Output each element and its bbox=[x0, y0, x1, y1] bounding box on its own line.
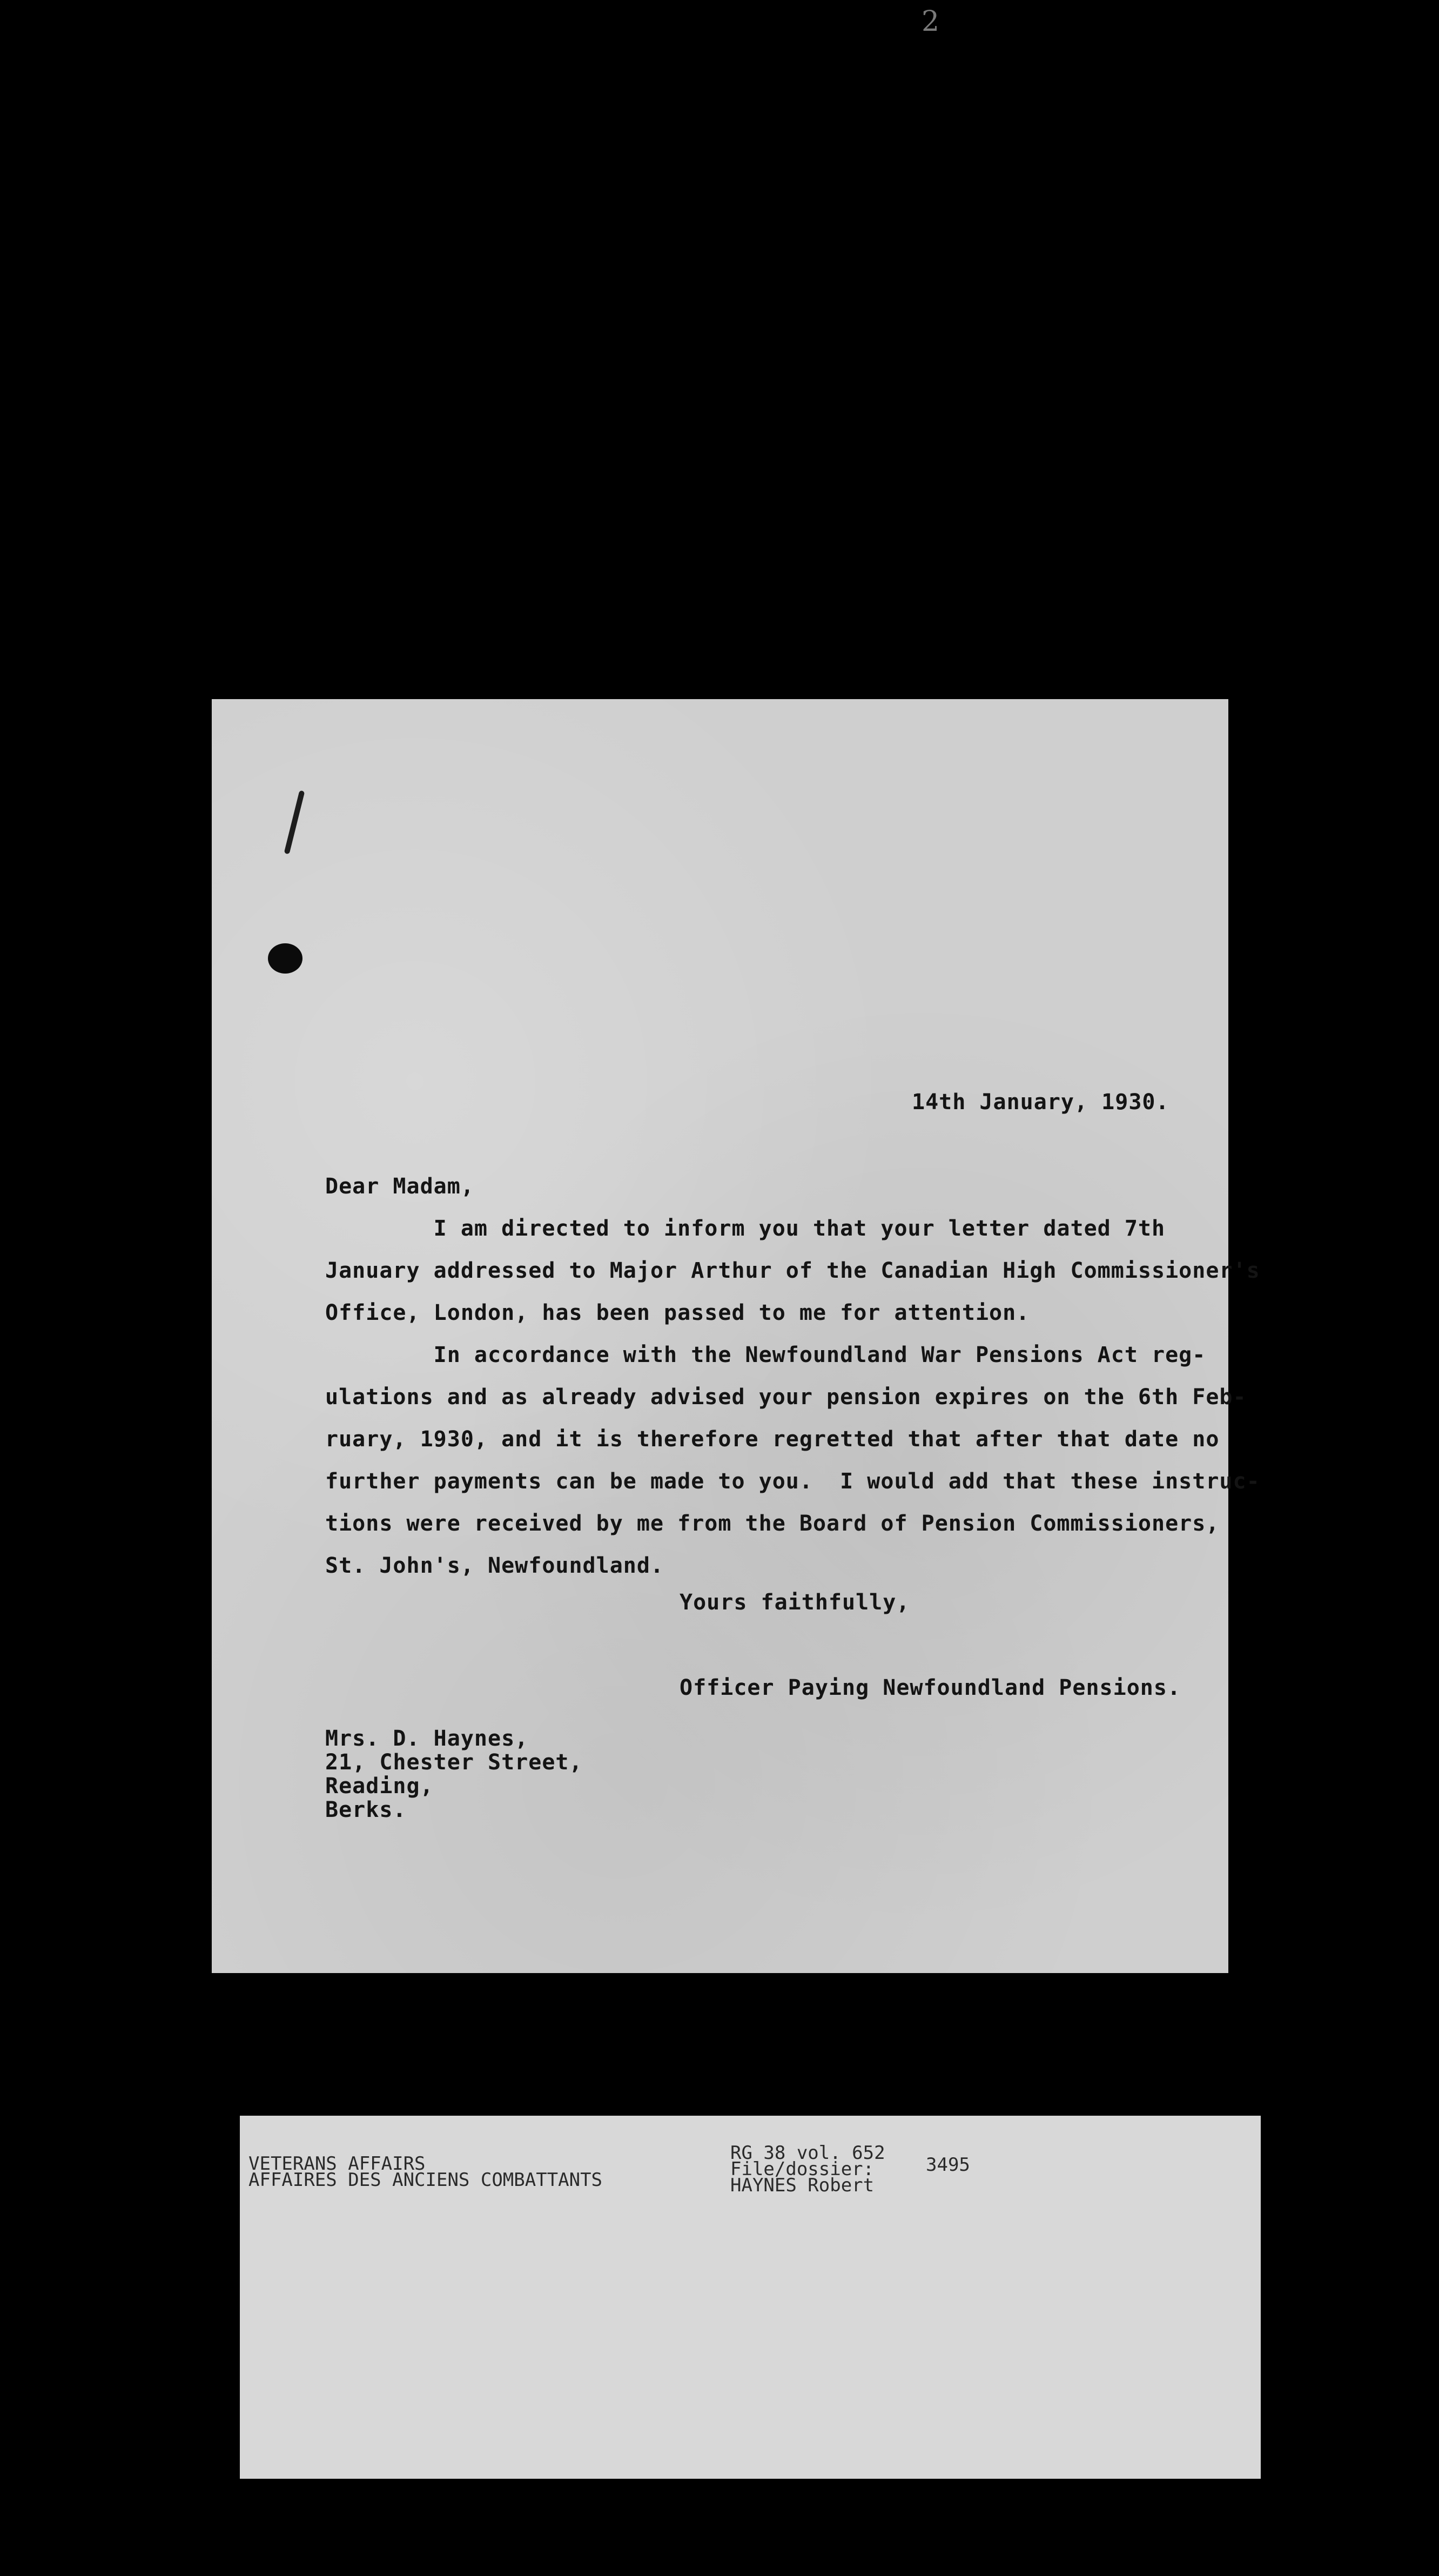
salutation: Dear Madam, bbox=[325, 1174, 474, 1199]
file-number: 3495 bbox=[926, 2154, 970, 2176]
body-line: tions were received by me from the Board of Pension Commissioners, bbox=[325, 1511, 1220, 1536]
closing: Yours faithfully, bbox=[680, 1590, 910, 1615]
signature-line: Officer Paying Newfoundland Pensions. bbox=[680, 1675, 1181, 1700]
body-line: ulations and as already advised your pension expires on the 6th Feb- bbox=[325, 1385, 1247, 1410]
body-line: I am directed to inform you that your letter dated 7th bbox=[325, 1216, 1166, 1241]
department-en: VETERANS AFFAIRS bbox=[248, 2153, 426, 2175]
department-fr: AFFAIRES DES ANCIENS COMBATTANTS bbox=[248, 2169, 603, 2191]
file-name: HAYNES Robert bbox=[730, 2175, 875, 2196]
address-line: Berks. bbox=[325, 1797, 407, 1822]
address-line: 21, Chester Street, bbox=[325, 1750, 583, 1775]
body-line: ruary, 1930, and it is therefore regretted that after that date no bbox=[325, 1427, 1220, 1452]
body-line: January addressed to Major Arthur of the Canadian High Commissioner's bbox=[325, 1258, 1260, 1283]
body-line: St. John's, Newfoundland. bbox=[325, 1553, 664, 1578]
body-line: further payments can be made to you. I would add that these instruc- bbox=[325, 1469, 1260, 1494]
record-group: RG 38 vol. 652 bbox=[730, 2142, 885, 2164]
address-line: Mrs. D. Haynes, bbox=[325, 1726, 529, 1751]
pen-mark bbox=[284, 790, 305, 855]
address-line: Reading, bbox=[325, 1774, 434, 1799]
letter-date: 14th January, 1930. bbox=[912, 1090, 1169, 1115]
letter-page bbox=[212, 699, 1260, 1973]
body-line: Office, London, has been passed to me for attention. bbox=[325, 1300, 1030, 1325]
page-number-mark: 2 bbox=[922, 5, 940, 38]
file-label: File/dossier: bbox=[730, 2158, 875, 2180]
archive-label bbox=[240, 2116, 1261, 2479]
ink-blot bbox=[268, 943, 302, 974]
body-line: In accordance with the Newfoundland War Pensions Act reg- bbox=[325, 1343, 1206, 1367]
